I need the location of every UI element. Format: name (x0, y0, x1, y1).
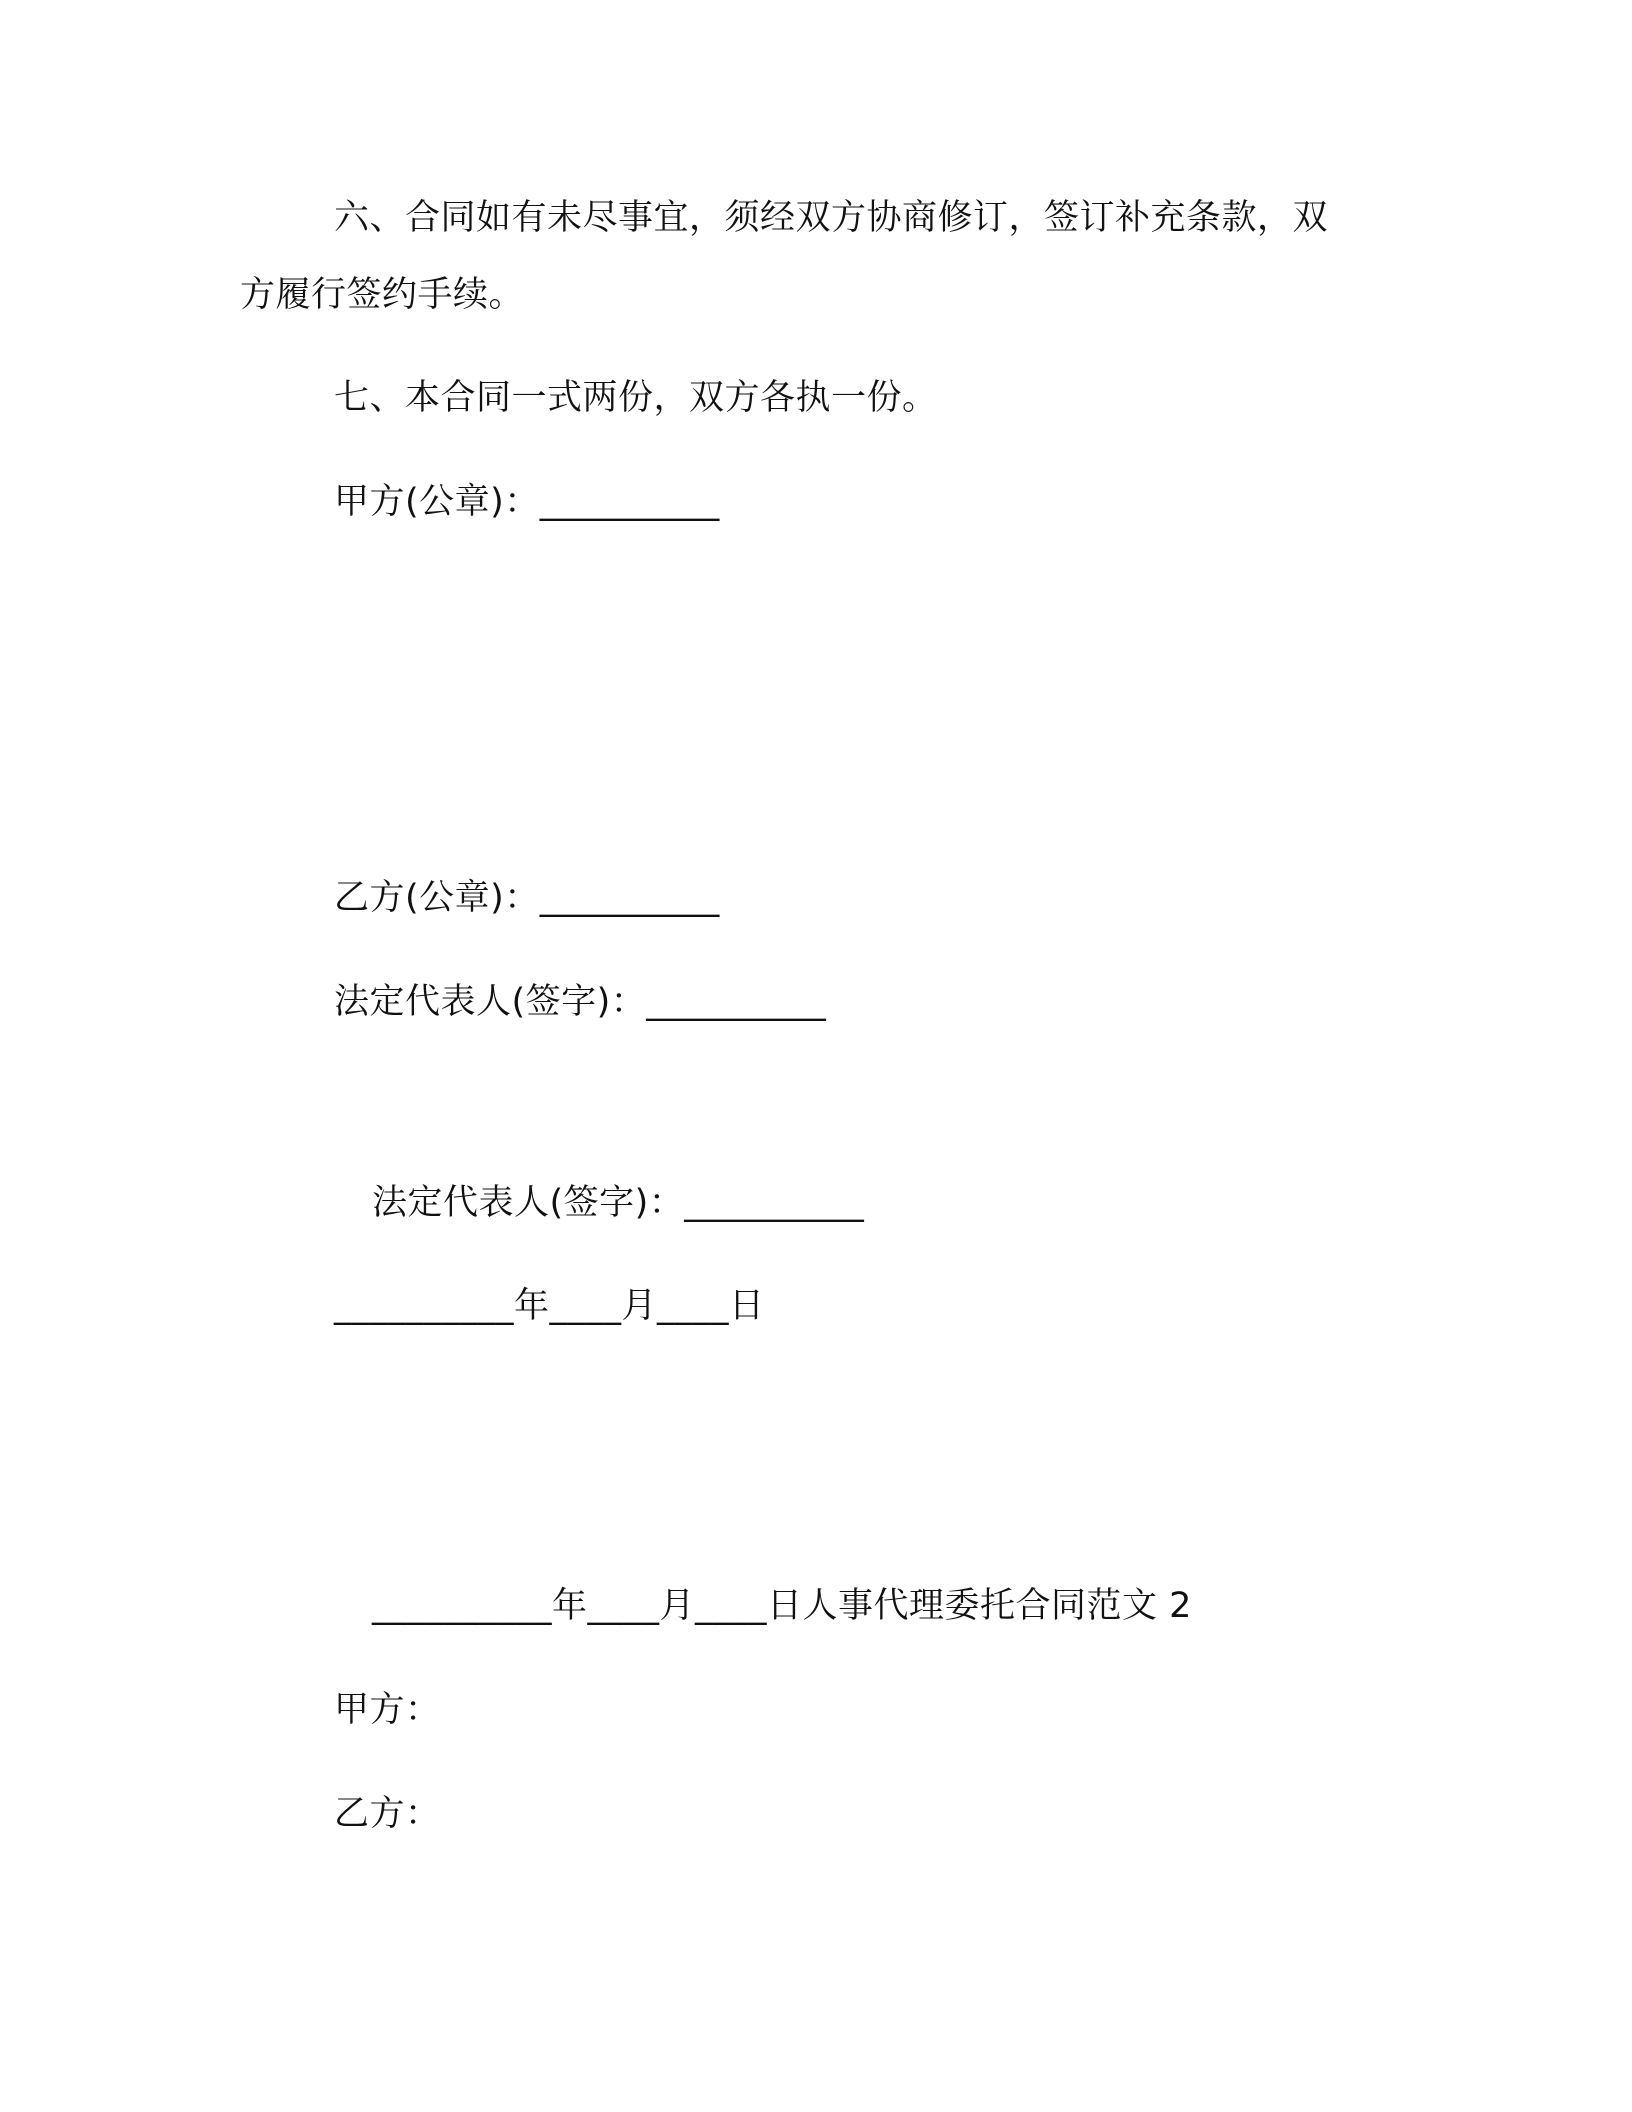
legal-representative-signature-2: 法定代表人(签字)：__________ (372, 1183, 865, 1223)
party-a-label: 甲方： (334, 1690, 441, 1730)
party-b-label: 乙方： (334, 1794, 441, 1834)
clause-6-line-2: 方履行签约手续。 (240, 275, 525, 315)
party-a-seal: 甲方(公章)：__________ (334, 482, 720, 522)
legal-representative-signature-1: 法定代表人(签字)：__________ (334, 982, 827, 1022)
next-contract-title: __________年____月____日人事代理委托合同范文 2 (372, 1586, 1192, 1626)
clause-7: 七、本合同一式两份，双方各执一份。 (334, 378, 938, 418)
date-line: __________年____月____日 (334, 1286, 765, 1326)
party-b-seal: 乙方(公章)：__________ (334, 878, 720, 918)
clause-6-line-1: 六、合同如有未尽事宜，须经双方协商修订，签订补充条款，双 (334, 198, 1329, 238)
